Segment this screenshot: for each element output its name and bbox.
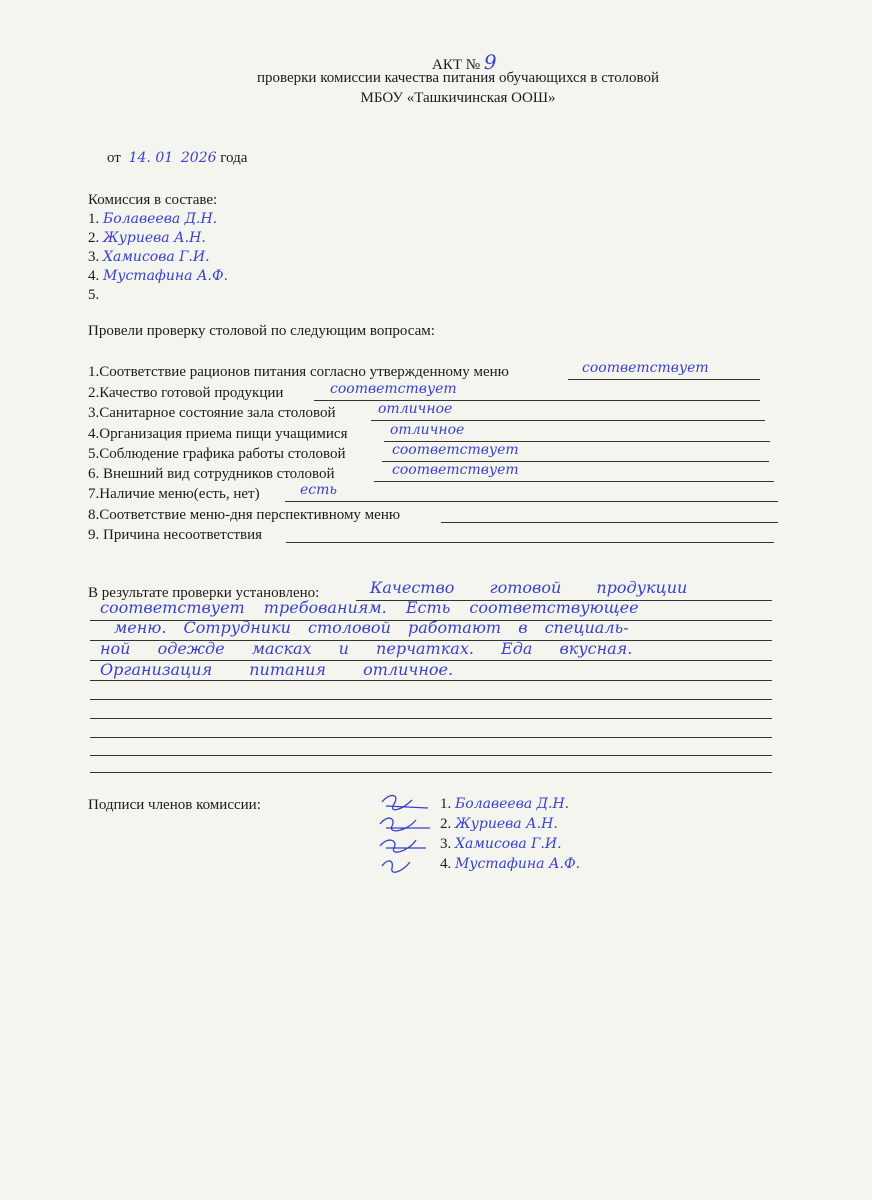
question-answer: отличное bbox=[378, 401, 453, 417]
date-year: 2026 bbox=[180, 150, 217, 166]
signature-member: 1. Болавеева Д.Н. bbox=[440, 796, 570, 812]
question-label: 9. Причина несоответствия bbox=[88, 527, 263, 543]
commission-member: 3. Хамисова Г.И. bbox=[88, 249, 210, 265]
answer-line bbox=[441, 522, 778, 523]
question-answer: соответствует bbox=[330, 381, 457, 397]
signature-member: 2. Журиева А.Н. bbox=[440, 816, 558, 832]
question-label: 1.Соответствие рационов питания согласно утвержденному меню bbox=[88, 364, 509, 380]
commission-member: 5. bbox=[88, 287, 100, 303]
commission-member-name: Журиева А.Н. bbox=[103, 230, 206, 246]
signature-member: 4. Мустафина А.Ф. bbox=[440, 856, 581, 872]
signature-member: 3. Хамисова Г.И. bbox=[440, 836, 562, 852]
question-label: 6. Внешний вид сотрудников столовой bbox=[88, 466, 335, 482]
result-line-rule bbox=[90, 699, 772, 700]
answer-line bbox=[286, 542, 774, 543]
act-subtitle-line2: МБОУ «Ташкичинская ООШ» bbox=[360, 90, 556, 106]
commission-heading: Комиссия в составе: bbox=[88, 192, 218, 208]
result-label: В результате проверки установлено: bbox=[88, 585, 320, 601]
question-label: 3.Санитарное состояние зала столовой bbox=[88, 405, 336, 421]
answer-line bbox=[568, 379, 760, 380]
result-line-rule bbox=[90, 718, 772, 719]
result-line: меню. Сотрудники столовой работают в специаль- bbox=[114, 618, 629, 637]
commission-member-name: Мустафина А.Ф. bbox=[103, 268, 229, 284]
date-prefix: от bbox=[107, 150, 121, 166]
answer-line bbox=[374, 481, 774, 482]
commission-member: 4. Мустафина А.Ф. bbox=[88, 268, 229, 284]
question-answer: соответствует bbox=[392, 442, 519, 458]
question-label: 2.Качество готовой продукции bbox=[88, 385, 284, 401]
result-line: Организация питания отличное. bbox=[100, 660, 454, 679]
result-line-rule bbox=[90, 772, 772, 773]
result-line-rule bbox=[90, 640, 772, 641]
act-number: 9 bbox=[483, 50, 497, 74]
question-answer: соответствует bbox=[392, 462, 519, 478]
act-date bbox=[107, 150, 247, 167]
commission-member-name: Болавеева Д.Н. bbox=[103, 211, 218, 227]
result-line-rule bbox=[356, 600, 772, 601]
signature-member-name: Болавеева Д.Н. bbox=[455, 796, 570, 812]
question-label: 5.Соблюдение графика работы столовой bbox=[88, 446, 346, 462]
commission-member: 1. Болавеева Д.Н. bbox=[88, 211, 218, 227]
questions-heading: Провели проверку столовой по следующим вопросам: bbox=[88, 323, 435, 339]
question-label: 4.Организация приема пищи учащимися bbox=[88, 426, 348, 442]
result-line-rule bbox=[90, 755, 772, 756]
signature-member-name: Журиева А.Н. bbox=[455, 816, 558, 832]
date-day-month: 14. 01 bbox=[128, 150, 174, 166]
signature-member-name: Мустафина А.Ф. bbox=[455, 856, 581, 872]
result-line-rule bbox=[90, 620, 772, 621]
commission-member: 2. Журиева А.Н. bbox=[88, 230, 206, 246]
question-label: 7.Наличие меню(есть, нет) bbox=[88, 486, 260, 502]
result-line-rule bbox=[90, 660, 772, 661]
question-answer: соответствует bbox=[582, 360, 709, 376]
question-answer: отличное bbox=[390, 422, 465, 438]
signature-member-name: Хамисова Г.И. bbox=[455, 836, 562, 852]
act-subtitle-line1: проверки комиссии качества питания обучающихся в столовой bbox=[256, 70, 660, 86]
result-line-rule bbox=[90, 680, 772, 681]
act-label: АКТ № bbox=[432, 57, 481, 73]
result-line-rule bbox=[90, 737, 772, 738]
answer-line bbox=[285, 501, 778, 502]
commission-member-name: Хамисова Г.И. bbox=[103, 249, 210, 265]
question-label: 8.Соответствие меню-дня перспективному меню bbox=[88, 507, 401, 523]
result-line: соответствует требованиям. Есть соответствующее bbox=[100, 598, 639, 617]
result-line: Качество готовой продукции bbox=[370, 578, 688, 597]
question-answer: есть bbox=[300, 482, 338, 498]
answer-line bbox=[371, 420, 765, 421]
result-line: ной одежде масках и перчатках. Еда вкусная. bbox=[100, 639, 633, 658]
signatures-label: Подписи членов комиссии: bbox=[88, 797, 261, 813]
date-suffix: года bbox=[220, 150, 248, 166]
